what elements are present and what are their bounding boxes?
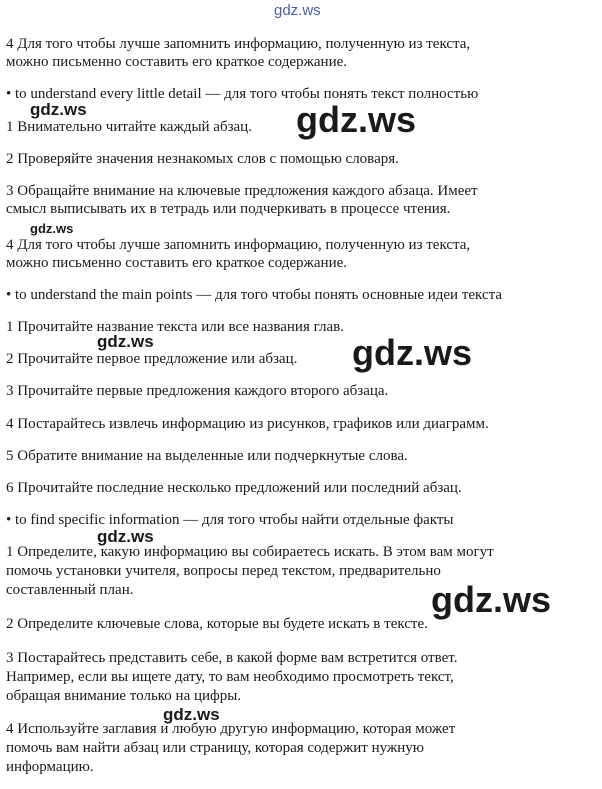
- watermark-top: gdz.ws: [274, 2, 321, 19]
- text-line: 2 Прочитайте первое предложение или абзац.: [6, 351, 298, 367]
- text-line: 1 Внимательно читайте каждый абзац.: [6, 119, 252, 135]
- text-line: 6 Прочитайте последние несколько предложений или последний абзац.: [6, 480, 462, 496]
- text-line: можно письменно составить его краткое содержание.: [6, 255, 348, 271]
- watermark: gdz.ws: [431, 579, 552, 620]
- text-line: обращая внимание только на цифры.: [6, 688, 242, 704]
- bullet-heading-specific-info: • to find specific information — для того чтобы найти отдельные факты: [6, 512, 454, 528]
- text-line: 1 Прочитайте название текста или все названия глав.: [6, 319, 344, 335]
- text-line: 5 Обратите внимание на выделенные или подчеркнутые слова.: [6, 448, 408, 464]
- watermark: gdz.ws: [296, 99, 417, 140]
- text-line: Например, если вы ищете дату, то вам необходимо просмотреть текст,: [6, 669, 454, 685]
- text-line: 2 Определите ключевые слова, которые вы будете искать в тексте.: [6, 616, 428, 632]
- bullet-heading-main-points: • to understand the main points — для того чтобы понять основные идеи текста: [6, 287, 503, 303]
- text-line: 1 Определите, какую информацию вы собираетесь искать. В этом вам могут: [6, 544, 494, 560]
- watermark: gdz.ws: [97, 527, 154, 546]
- text-line: 4 Постарайтесь извлечь информацию из рисунков, графиков или диаграмм.: [6, 416, 489, 432]
- text-line: 2 Проверяйте значения незнакомых слов с помощью словаря.: [6, 151, 399, 167]
- text-line: составленный план.: [6, 582, 134, 598]
- watermark: gdz.ws: [163, 705, 220, 724]
- watermark: gdz.ws: [30, 221, 74, 236]
- text-line: помочь вам найти абзац или страницу, которая содержит нужную: [6, 740, 425, 756]
- text-line: 4 Для того чтобы лучше запомнить информацию, полученную из текста,: [6, 36, 471, 52]
- text-line: 3 Обращайте внимание на ключевые предложения каждого абзаца. Имеет: [6, 183, 478, 199]
- text-line: 3 Постарайтесь представить себе, в какой форме вам встретится ответ.: [6, 650, 458, 666]
- text-line: 4 Используйте заглавия и любую другую информацию, которая может: [6, 721, 456, 737]
- text-line: помочь установки учителя, вопросы перед текстом, предварительно: [6, 563, 441, 579]
- text-line: информацию.: [6, 759, 94, 775]
- bullet-heading-detail: • to understand every little detail — для того чтобы понять текст полностью: [6, 86, 479, 102]
- watermark: gdz.ws: [30, 100, 87, 119]
- text-line: можно письменно составить его краткое содержание.: [6, 54, 348, 70]
- text-line: 4 Для того чтобы лучше запомнить информацию, полученную из текста,: [6, 237, 471, 253]
- text-line: 3 Прочитайте первые предложения каждого второго абзаца.: [6, 383, 389, 399]
- watermark: gdz.ws: [97, 332, 154, 351]
- text-line: смысл выписывать их в тетрадь или подчеркивать в процессе чтения.: [6, 201, 451, 217]
- watermark: gdz.ws: [352, 332, 473, 373]
